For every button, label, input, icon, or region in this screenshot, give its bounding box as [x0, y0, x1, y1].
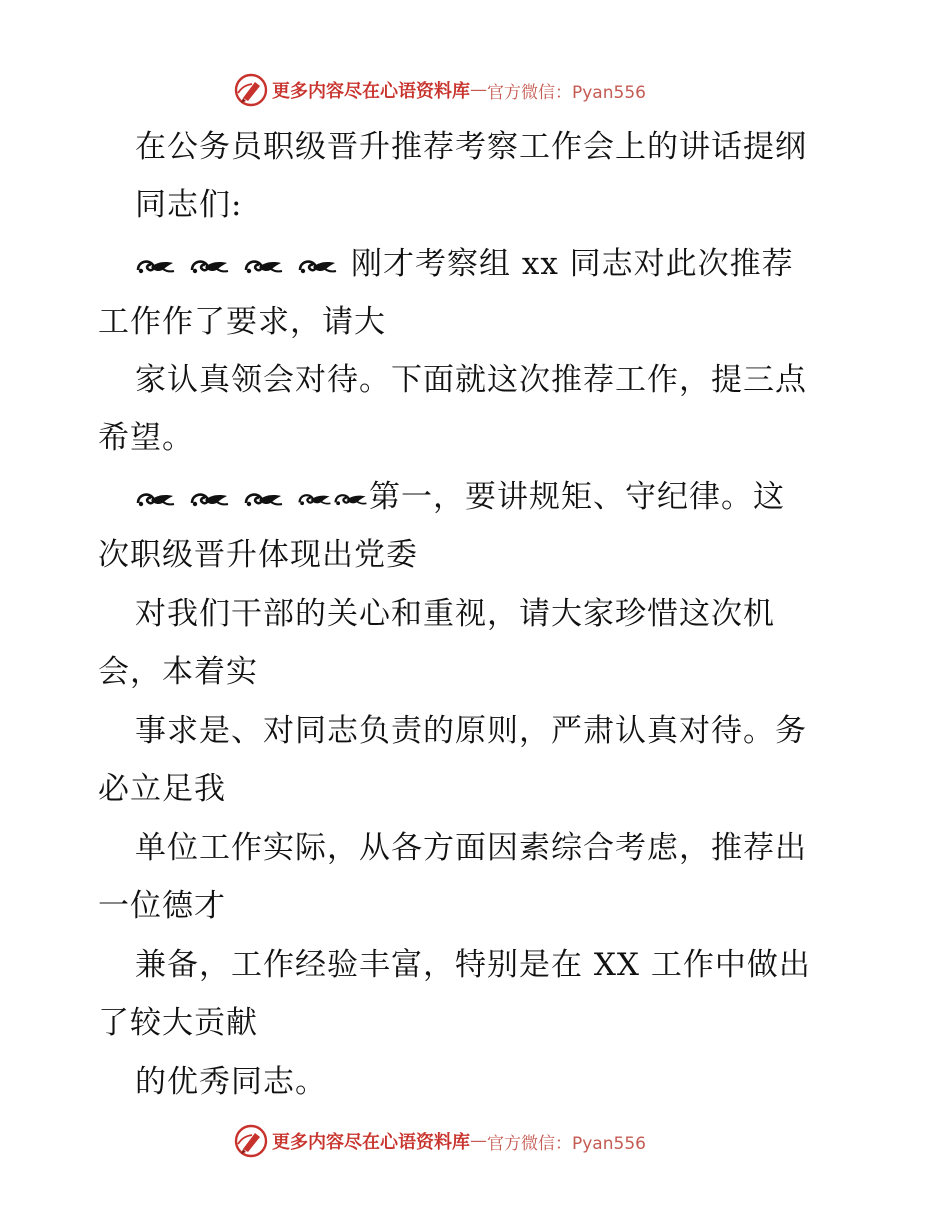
pen-logo-icon [234, 73, 268, 107]
paragraph-line [135, 477, 785, 517]
watermark-main-text: 更多内容尽在心语资料库 [272, 81, 470, 102]
paragraph-line: 会，本着实 [98, 654, 258, 690]
paragraph-line: 了较大贡献 [98, 1005, 258, 1041]
paragraph-line: 的优秀同志。 [135, 1064, 327, 1100]
paragraph-line: 对我们干部的关心和重视，请大家珍惜这次机 [135, 596, 775, 632]
fleuron-icon [243, 256, 285, 276]
footer-watermark [234, 1123, 646, 1159]
watermark-dash: — [470, 80, 487, 100]
watermark-main-text: 更多内容尽在心语资料库 [272, 1132, 470, 1153]
paragraph-line: 必立足我 [98, 771, 226, 807]
fleuron-icon [189, 256, 231, 276]
fleuron-icon [243, 489, 285, 509]
watermark-dash: — [470, 1131, 487, 1151]
watermark-suffix: 官方微信：Pyan556 [487, 1133, 646, 1154]
paragraph-line: 家认真领会对待。下面就这次推荐工作，提三点 [135, 362, 807, 398]
paragraph-line: 单位工作实际，从各方面因素综合考虑，推荐出 [135, 830, 807, 866]
pen-logo-icon [234, 1124, 268, 1158]
fleuron-icon [333, 489, 369, 509]
fleuron-icon [135, 256, 177, 276]
fleuron-icon [297, 489, 333, 509]
paragraph-line: 事求是、对同志负责的原则，严肃认真对待。务 [135, 713, 807, 749]
salutation: 同志们: [135, 187, 243, 223]
paragraph-line: 次职级晋升体现出党委 [98, 537, 418, 573]
header-watermark [234, 72, 646, 108]
fleuron-icon [297, 256, 339, 276]
fleuron-icon [135, 489, 177, 509]
fleuron-icon [189, 489, 231, 509]
paragraph-line: 一位德才 [98, 888, 226, 924]
paragraph-line: 工作作了要求，请大 [98, 304, 386, 340]
line-text: 刚才考察组 xx 同志对此次推荐 [351, 246, 794, 282]
paragraph-line: 兼备，工作经验丰富，特别是在 XX 工作中做出 [135, 947, 811, 983]
paragraph-line [135, 244, 794, 284]
watermark-suffix: 官方微信：Pyan556 [487, 82, 646, 103]
line-text: 第一，要讲规矩、守纪律。这 [369, 479, 785, 515]
document-title: 在公务员职级晋升推荐考察工作会上的讲话提纲 [135, 129, 807, 165]
paragraph-line: 希望。 [98, 420, 194, 456]
